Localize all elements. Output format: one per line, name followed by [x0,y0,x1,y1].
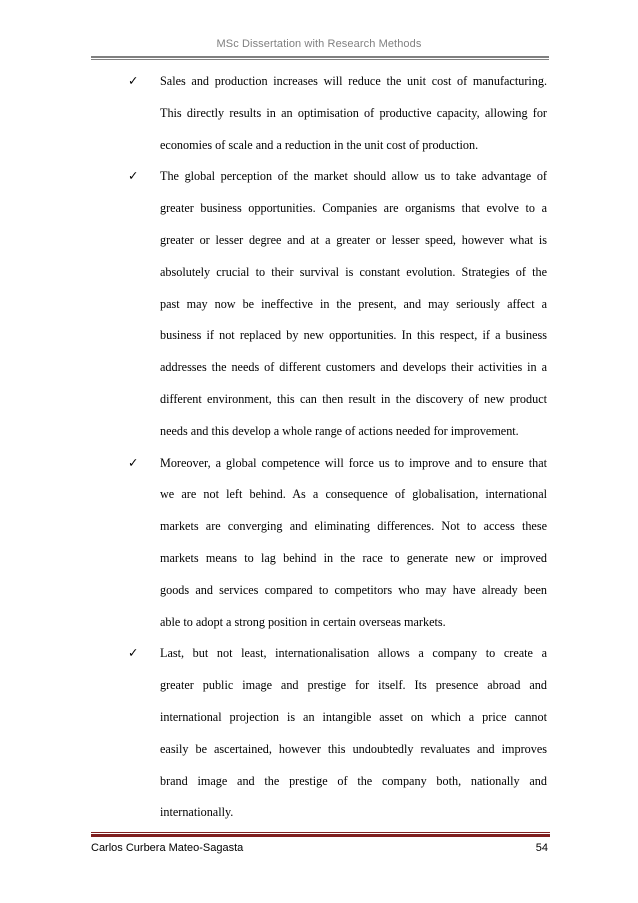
checkmark-icon: ✓ [128,73,139,88]
bullet-item [0,168,638,438]
page-header-title: MSc Dissertation with Research Methods [216,38,422,50]
text-line: business if not replaced by new opportunities. In this respect, if a business [160,328,547,343]
page-number: 54 [535,842,548,854]
text-line: able to adopt a strong position in certain overseas markets. [160,614,446,629]
bullet-item [0,645,638,820]
text-line: Moreover, a global competence will force us to improve and to ensure that [160,455,547,470]
footer-rule [91,832,550,837]
checkmark-icon: ✓ [128,645,139,661]
text-line: international projection is an intangible asset on which a price cannot [160,709,547,724]
text-line: different environment, this can then result in the discovery of new product [160,391,547,406]
text-line: needs and this develop a whole range of actions needed for improvement. [160,423,519,438]
text-line: addresses the needs of different customers and develops their activities in a [160,360,547,375]
text-line: The global perception of the market should allow us to take advantage of [160,169,547,184]
footer-author: Carlos Curbera Mateo-Sagasta [91,842,244,854]
checkmark-icon: ✓ [128,454,139,470]
text-line: internationally. [160,805,234,820]
text-line: markets are converging and eliminating differences. Not to access these [160,519,547,534]
text-line: greater public image and prestige for itself. Its presence abroad and [160,678,547,693]
document-body [0,73,638,836]
text-line: greater or lesser degree and at a greater or lesser speed, however what is [160,232,547,247]
text-line: easily be ascertained, however this undoubtedly revaluates and improves [160,741,547,756]
bullet-item [0,455,638,630]
header-rule [91,56,549,60]
text-line: Last, but not least, internationalisation allows a company to create a [160,646,547,661]
text-line: we are not left behind. As a consequence of globalisation, international [160,487,547,502]
text-line: brand image and the prestige of the company both, nationally and [160,773,547,788]
text-line: economies of scale and a reduction in the unit cost of production. [160,137,479,152]
text-line: absolutely crucial to their survival is constant evolution. Strategies of the [160,264,547,279]
text-line: markets means to lag behind in the race to generate new or improved [160,550,547,565]
bullet-item [0,73,638,153]
text-line: goods and services compared to competitors who may have already been [160,582,547,597]
text-line: past may now be ineffective in the present, and may seriously affect a [160,296,547,311]
text-line: Sales and production increases will reduce the unit cost of manufacturing. [160,74,547,88]
checkmark-icon: ✓ [128,168,139,184]
text-line: This directly results in an optimisation of productive capacity, allowing for [160,105,547,120]
text-line: greater business opportunities. Companies are organisms that evolve to a [160,201,547,216]
